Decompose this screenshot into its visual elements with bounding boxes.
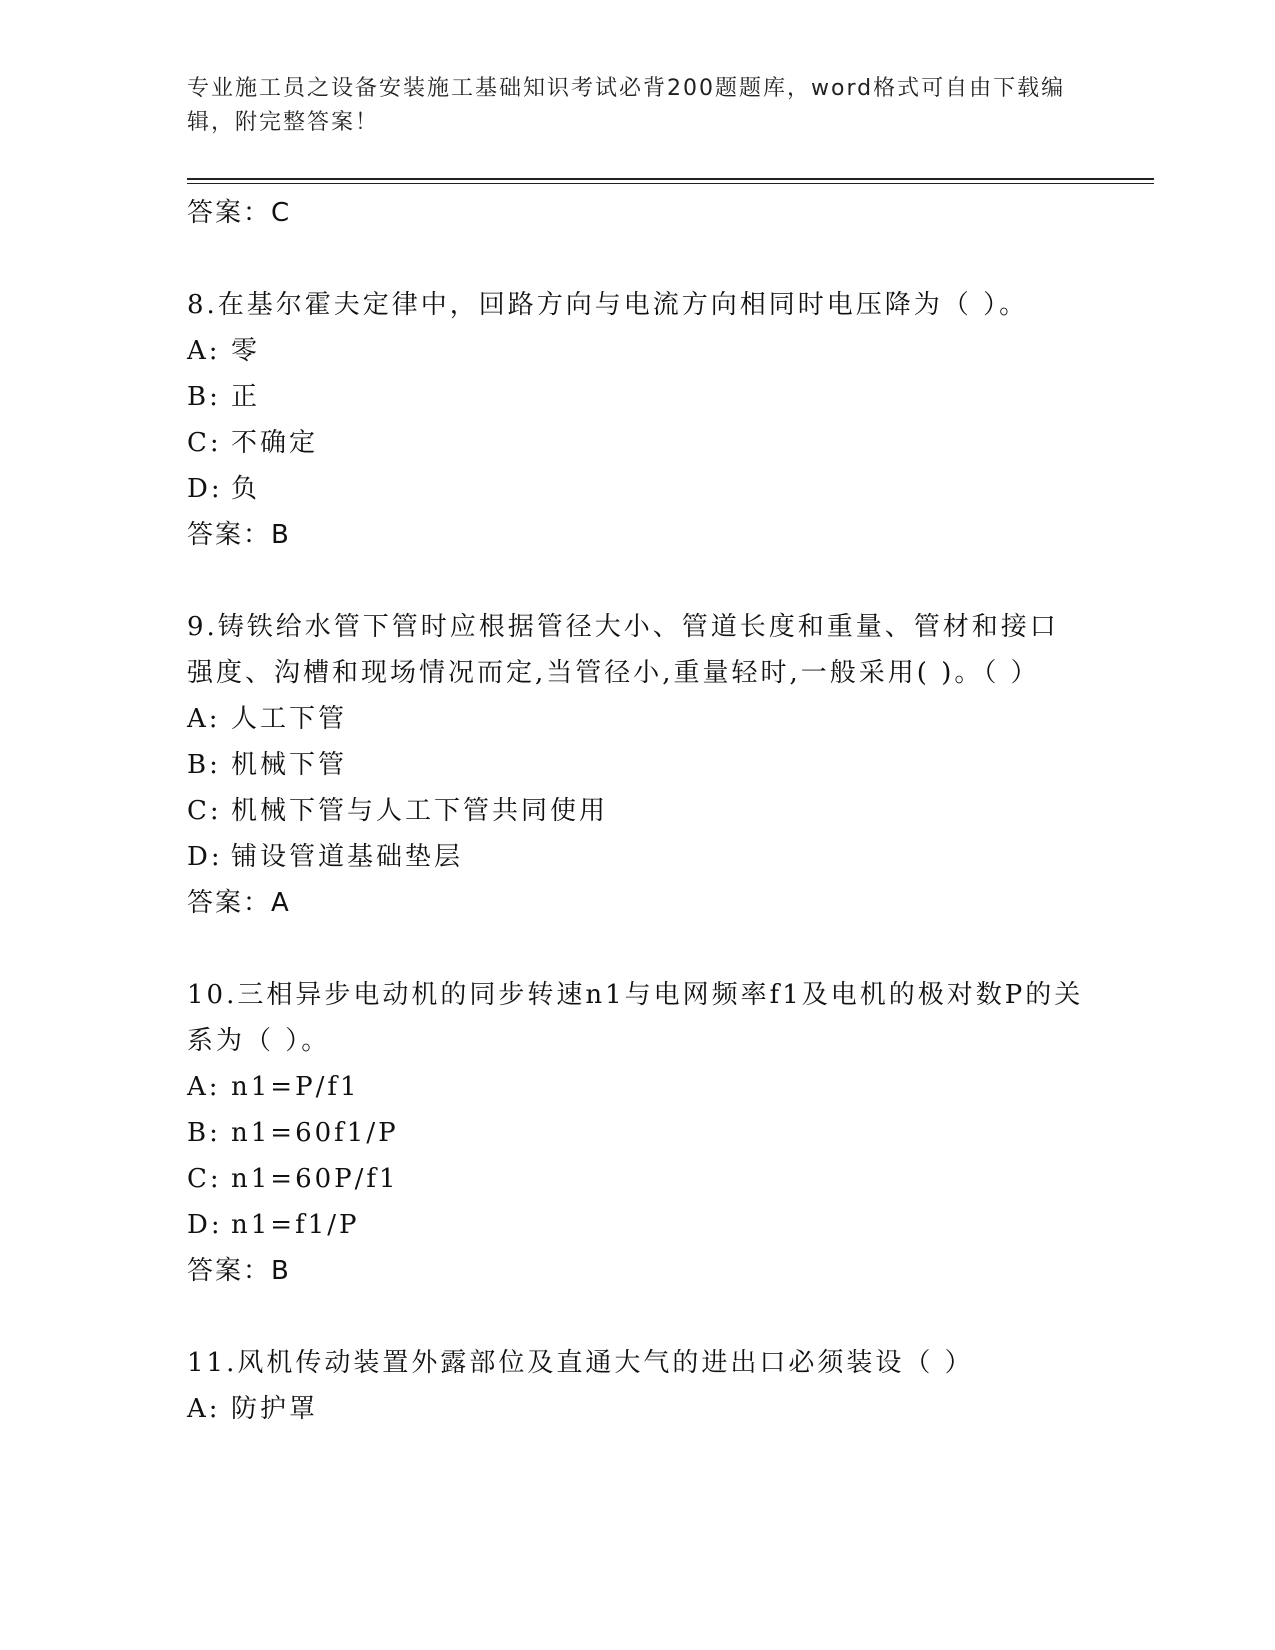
option-text: 机械下管与人工下管共同使用 xyxy=(231,796,609,826)
header-rule-thick xyxy=(187,178,1154,180)
question-text: 8.在基尔霍夫定律中，回路方向与电流方向相同时电压降为（ ）。 xyxy=(187,290,1029,320)
option-label: B: xyxy=(187,750,221,780)
option-d xyxy=(187,834,1087,880)
page-header: 专业施工员之设备安装施工基础知识考试必背200题题库，word格式可自由下载编辑，附完整答案！ xyxy=(187,76,1066,135)
answer-9: 答案：A xyxy=(187,888,291,918)
question-text: 10.三相异步电动机的同步转速n1与电网频率f1及电机的极对数P的关系为（ ）。 xyxy=(187,980,1084,1056)
option-text: n1=60f1/P xyxy=(231,1118,399,1148)
option-label: A: xyxy=(187,1072,221,1102)
option-text: 铺设管道基础垫层 xyxy=(231,842,464,872)
option-a xyxy=(187,1064,1087,1110)
answer-10: 答案：B xyxy=(187,1256,291,1286)
option-label: A: xyxy=(187,1394,221,1424)
option-text: n1=60P/f1 xyxy=(231,1164,399,1194)
option-c xyxy=(187,788,1087,834)
option-label: C: xyxy=(187,796,222,826)
option-d xyxy=(187,1202,1087,1248)
question-text: 11.风机传动装置外露部位及直通大气的进出口必须装设（ ） xyxy=(187,1348,974,1378)
option-label: B: xyxy=(187,1118,221,1148)
option-label: D: xyxy=(187,474,223,504)
question-list xyxy=(187,190,1087,1432)
option-b xyxy=(187,374,1087,420)
option-label: C: xyxy=(187,428,222,458)
header-rule-thin xyxy=(187,183,1154,184)
option-text: 正 xyxy=(231,382,261,412)
option-b xyxy=(187,742,1087,788)
option-c xyxy=(187,420,1087,466)
option-c xyxy=(187,1156,1087,1202)
option-a xyxy=(187,328,1087,374)
option-text: n1=P/f1 xyxy=(231,1072,360,1102)
option-label: D: xyxy=(187,842,223,872)
option-label: C: xyxy=(187,1164,222,1194)
option-text: 不确定 xyxy=(231,428,319,458)
answer-7: 答案：C xyxy=(187,198,292,228)
question-text: 9.铸铁给水管下管时应根据管径大小、管道长度和重量、管材和接口强度、沟槽和现场情况而定,当管径小,重量轻时,一般采用( )。（ ） xyxy=(187,612,1059,688)
option-text: 防护罩 xyxy=(231,1394,319,1424)
option-label: A: xyxy=(187,704,221,734)
question-9 xyxy=(187,604,1087,926)
option-label: D: xyxy=(187,1210,223,1240)
answer-8: 答案：B xyxy=(187,520,291,550)
option-text: 机械下管 xyxy=(231,750,348,780)
option-text: 零 xyxy=(231,336,261,366)
option-text: n1=f1/P xyxy=(231,1210,360,1240)
option-text: 负 xyxy=(231,474,261,504)
option-d xyxy=(187,466,1087,512)
option-text: 人工下管 xyxy=(231,704,348,734)
question-11 xyxy=(187,1340,1087,1432)
option-label: A: xyxy=(187,336,221,366)
option-label: B: xyxy=(187,382,221,412)
option-b xyxy=(187,1110,1087,1156)
option-a xyxy=(187,1386,1087,1432)
option-a xyxy=(187,696,1087,742)
question-10 xyxy=(187,972,1087,1294)
question-8 xyxy=(187,282,1087,558)
